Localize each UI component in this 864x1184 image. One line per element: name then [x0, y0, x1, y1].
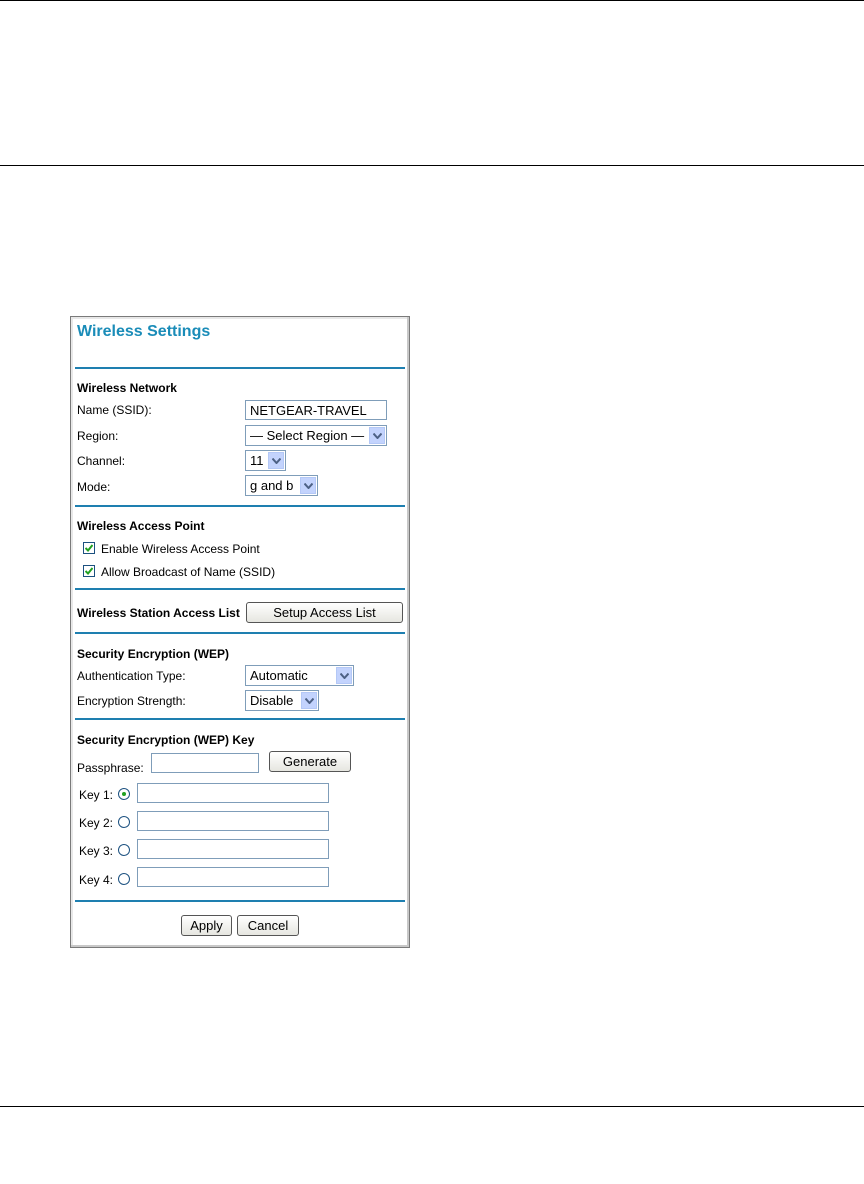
top-rule [0, 0, 864, 1]
key-4-input[interactable] [137, 867, 329, 887]
auth-type-select-value: Automatic [250, 668, 308, 683]
wireless-settings-panel [70, 316, 410, 948]
separator [75, 718, 405, 720]
encryption-strength-select[interactable] [245, 690, 319, 711]
channel-select-value: 11 [250, 453, 264, 468]
check-icon [85, 567, 93, 575]
region-label: Region: [77, 429, 119, 443]
check-icon [85, 544, 93, 552]
separator [75, 632, 405, 634]
chevron-down-icon [336, 667, 352, 684]
key-2-input[interactable] [137, 811, 329, 831]
auth-type-label: Authentication Type: [77, 669, 186, 683]
chevron-down-icon [268, 452, 284, 469]
key-2-label: Key 2: [79, 816, 114, 830]
key-2-radio[interactable] [118, 816, 130, 828]
enable-ap-label: Enable Wireless Access Point [101, 542, 260, 556]
key-3-input[interactable] [137, 839, 329, 859]
key-3-label: Key 3: [79, 844, 114, 858]
chevron-down-icon [301, 692, 317, 709]
encryption-strength-select-value: Disable [250, 693, 294, 708]
encryption-strength-label: Encryption Strength: [77, 694, 186, 708]
channel-label: Channel: [77, 454, 126, 468]
passphrase-label: Passphrase: [77, 761, 144, 775]
footer-rule [0, 1106, 864, 1107]
broadcast-ssid-checkbox[interactable] [83, 565, 95, 577]
security-encryption-heading: Security Encryption (WEP) [77, 647, 230, 661]
region-select-value: — Select Region — [250, 428, 365, 443]
key-1-label: Key 1: [79, 788, 114, 802]
mode-label: Mode: [77, 480, 111, 494]
key-4-radio[interactable] [118, 873, 130, 885]
chevron-down-icon [300, 477, 316, 494]
separator [75, 367, 405, 369]
page-title: Wireless Settings [77, 323, 211, 340]
region-select[interactable] [245, 425, 387, 446]
separator [75, 588, 405, 590]
access-point-heading: Wireless Access Point [77, 519, 205, 533]
key-3-radio[interactable] [118, 844, 130, 856]
channel-select[interactable] [245, 450, 286, 471]
key-1-input[interactable] [137, 783, 329, 803]
auth-type-select[interactable] [245, 665, 354, 686]
passphrase-input[interactable] [151, 753, 259, 773]
radio-selected-dot [122, 792, 126, 796]
mode-select-value: g and b [250, 478, 294, 493]
wep-key-heading: Security Encryption (WEP) Key [77, 733, 255, 747]
ssid-input[interactable]: NETGEAR-TRAVEL [245, 400, 387, 420]
mode-select[interactable] [245, 475, 318, 496]
header-rule [0, 165, 864, 166]
setup-access-list-button[interactable]: Setup Access List [246, 602, 403, 623]
generate-button[interactable]: Generate [269, 751, 351, 772]
name-ssid-label: Name (SSID): [77, 403, 152, 417]
station-access-list-label: Wireless Station Access List [77, 606, 240, 620]
apply-button[interactable]: Apply [181, 915, 232, 936]
broadcast-ssid-label: Allow Broadcast of Name (SSID) [101, 565, 276, 579]
key-4-label: Key 4: [79, 873, 114, 887]
enable-ap-checkbox[interactable] [83, 542, 95, 554]
cancel-button[interactable]: Cancel [237, 915, 299, 936]
key-1-radio[interactable] [118, 788, 130, 800]
separator [75, 505, 405, 507]
separator [75, 900, 405, 902]
chevron-down-icon [369, 427, 385, 444]
wireless-network-heading: Wireless Network [77, 381, 177, 395]
